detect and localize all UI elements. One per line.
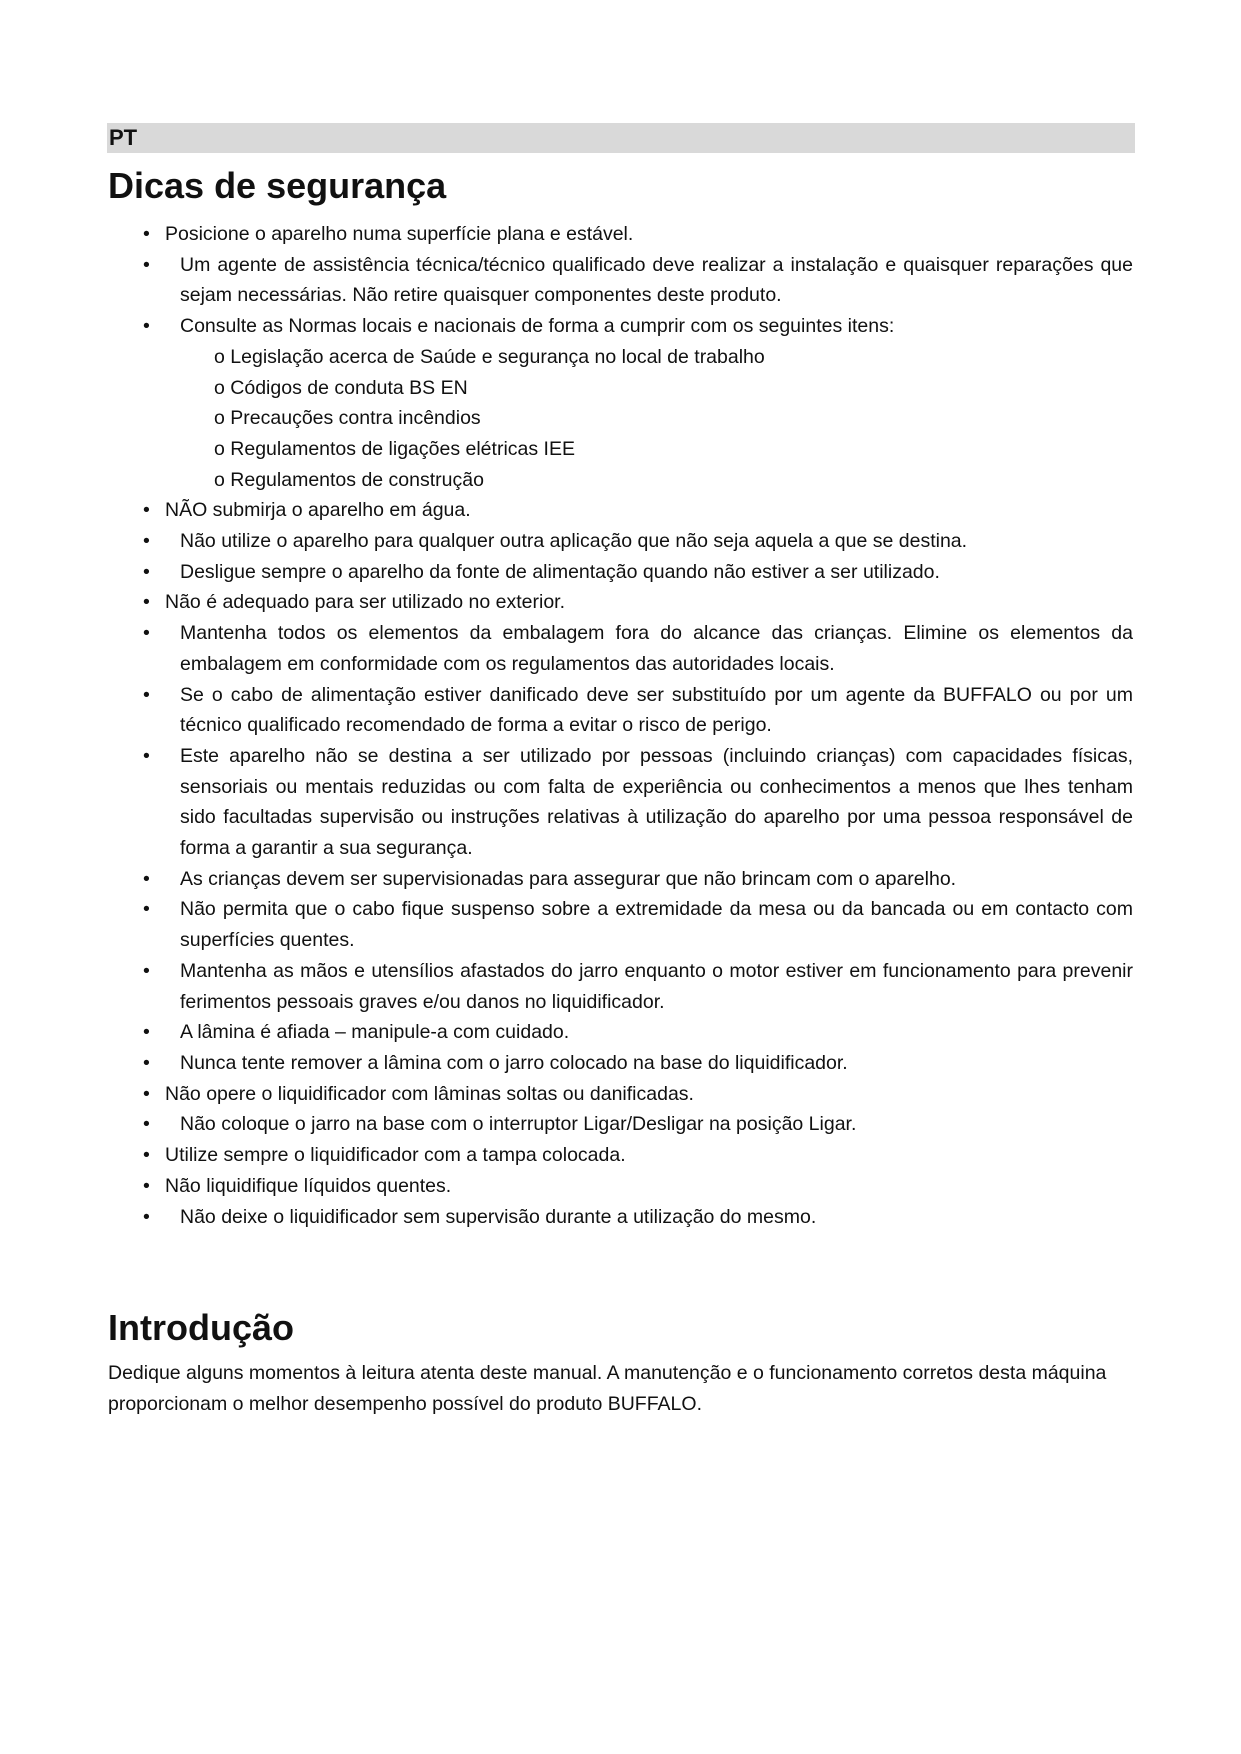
list-item-text: Mantenha todos os elementos da embalagem fora do alcance das crianças. Elimine os elementos da embalagem em conformidade com os regulamentos das autoridades locais. [180, 622, 1133, 675]
list-item [108, 250, 1133, 311]
list-item [108, 587, 1133, 618]
sub-list-item [108, 342, 1133, 373]
bullet-icon: • [143, 622, 150, 645]
list-item [108, 680, 1133, 741]
list-item [108, 311, 1133, 342]
list-item-text: As crianças devem ser supervisionadas para assegurar que não brincam com o aparelho. [180, 867, 957, 890]
list-item-text: Este aparelho não se destina a ser utilizado por pessoas (incluindo crianças) com capacidades físicas, sensoriais ou mentais reduzidas ou com falta de experiência ou conhecimentos a menos que lhes tenham sido facultadas supervisão ou instruções relativas à utilização do aparelho por uma pessoa responsável de forma a garantir a sua segurança. [180, 744, 1133, 860]
list-item [108, 1079, 1133, 1110]
list-item-text: Não deixe o liquidificador sem supervisão durante a utilização do mesmo. [180, 1205, 817, 1228]
bullet-icon: • [143, 683, 150, 706]
list-item-text: Não opere o liquidificador com lâminas soltas ou danificadas. [165, 1082, 694, 1105]
list-item [108, 526, 1133, 557]
sub-list-item-text: Precauções contra incêndios [230, 407, 481, 430]
list-item [108, 1109, 1133, 1140]
sub-list-item-text: Legislação acerca de Saúde e segurança no local de trabalho [230, 345, 765, 368]
bullet-icon: • [143, 898, 150, 921]
bullet-icon: • [143, 1113, 150, 1136]
sub-bullet-icon: o [214, 437, 225, 460]
list-item-text: Se o cabo de alimentação estiver danificado deve ser substituído por um agente da BUFFALO ou por um técnico qualificado recomendado de forma a evitar o risco de perigo. [180, 683, 1133, 737]
list-item [108, 618, 1133, 679]
list-item [108, 741, 1133, 864]
bullet-icon: • [143, 315, 150, 338]
list-item-text: Consulte as Normas locais e nacionais de forma a cumprir com os seguintes itens: [180, 315, 895, 338]
list-item [108, 557, 1133, 588]
list-item [108, 1048, 1133, 1079]
intro-heading: Introdução [108, 1307, 294, 1348]
bullet-icon: • [143, 560, 150, 583]
safety-list [108, 219, 1133, 1232]
bullet-icon: • [143, 1144, 150, 1167]
list-item-text: Um agente de assistência técnica/técnico qualificado deve realizar a instalação e quaisquer reparações que sejam necessárias. Não retire quaisquer componentes deste produto. [180, 253, 1133, 307]
list-item-text: Utilize sempre o liquidificador com a tampa colocada. [165, 1144, 626, 1167]
list-item [108, 894, 1133, 955]
bullet-icon: • [143, 744, 150, 767]
bullet-icon: • [143, 1174, 150, 1197]
list-item-text: Não permita que o cabo fique suspenso sobre a extremidade da mesa ou da bancada ou em contacto com superfícies quentes. [180, 898, 1133, 952]
bullet-icon: • [143, 1082, 150, 1105]
sub-list-item [108, 403, 1133, 434]
bullet-icon: • [143, 530, 150, 553]
list-item-text: Não coloque o jarro na base com o interruptor Ligar/Desligar na posição Ligar. [180, 1113, 857, 1136]
list-item-text: Nunca tente remover a lâmina com o jarro colocado na base do liquidificador. [180, 1051, 848, 1074]
sub-list-item-text: Regulamentos de construção [230, 468, 484, 491]
list-item-text: Não utilize o aparelho para qualquer outra aplicação que não seja aquela a que se destina. [180, 530, 968, 553]
language-label: PT [107, 123, 1135, 153]
list-item [108, 495, 1133, 526]
bullet-icon: • [143, 253, 150, 276]
sub-bullet-icon: o [214, 345, 225, 368]
bullet-icon: • [143, 959, 150, 982]
sub-bullet-icon: o [214, 407, 225, 430]
list-item [108, 1017, 1133, 1048]
list-item-text: Posicione o aparelho numa superfície plana e estável. [165, 223, 634, 245]
sub-list-item [108, 373, 1133, 404]
safety-heading: Dicas de segurança [108, 165, 447, 206]
list-item [108, 219, 1133, 250]
list-item [108, 956, 1133, 1017]
bullet-icon: • [143, 867, 150, 890]
sub-list-item-text: Códigos de conduta BS EN [230, 376, 468, 399]
sub-bullet-icon: o [214, 468, 225, 491]
bullet-icon: • [143, 1051, 150, 1074]
list-item [108, 1202, 1133, 1233]
list-item [108, 1140, 1133, 1171]
sub-list-item [108, 465, 1133, 496]
list-item [108, 864, 1133, 895]
list-item-text: NÃO submirja o aparelho em água. [165, 499, 471, 522]
sub-list-item [108, 434, 1133, 465]
bullet-icon: • [143, 223, 150, 245]
bullet-icon: • [143, 1021, 150, 1044]
intro-paragraph: Dedique alguns momentos à leitura atenta deste manual. A manutenção e o funcionamento corretos desta máquina proporcionam o melhor desempenho possível do produto BUFFALO. [108, 1362, 1107, 1415]
list-item-text: Mantenha as mãos e utensílios afastados do jarro enquanto o motor estiver em funcionamento para prevenir ferimentos pessoais graves e/ou danos no liquidificador. [180, 959, 1133, 1013]
list-item-text: Desligue sempre o aparelho da fonte de alimentação quando não estiver a ser utilizado. [180, 560, 940, 583]
bullet-icon: • [143, 499, 150, 522]
sub-bullet-icon: o [214, 376, 225, 399]
list-item-text: Não liquidifique líquidos quentes. [165, 1174, 452, 1197]
list-item-text: Não é adequado para ser utilizado no exterior. [165, 591, 566, 614]
sub-list-item-text: Regulamentos de ligações elétricas IEE [230, 437, 575, 460]
bullet-icon: • [143, 591, 150, 614]
list-item [108, 1171, 1133, 1202]
bullet-icon: • [143, 1205, 150, 1228]
list-item-text: A lâmina é afiada – manipule-a com cuidado. [180, 1021, 570, 1044]
